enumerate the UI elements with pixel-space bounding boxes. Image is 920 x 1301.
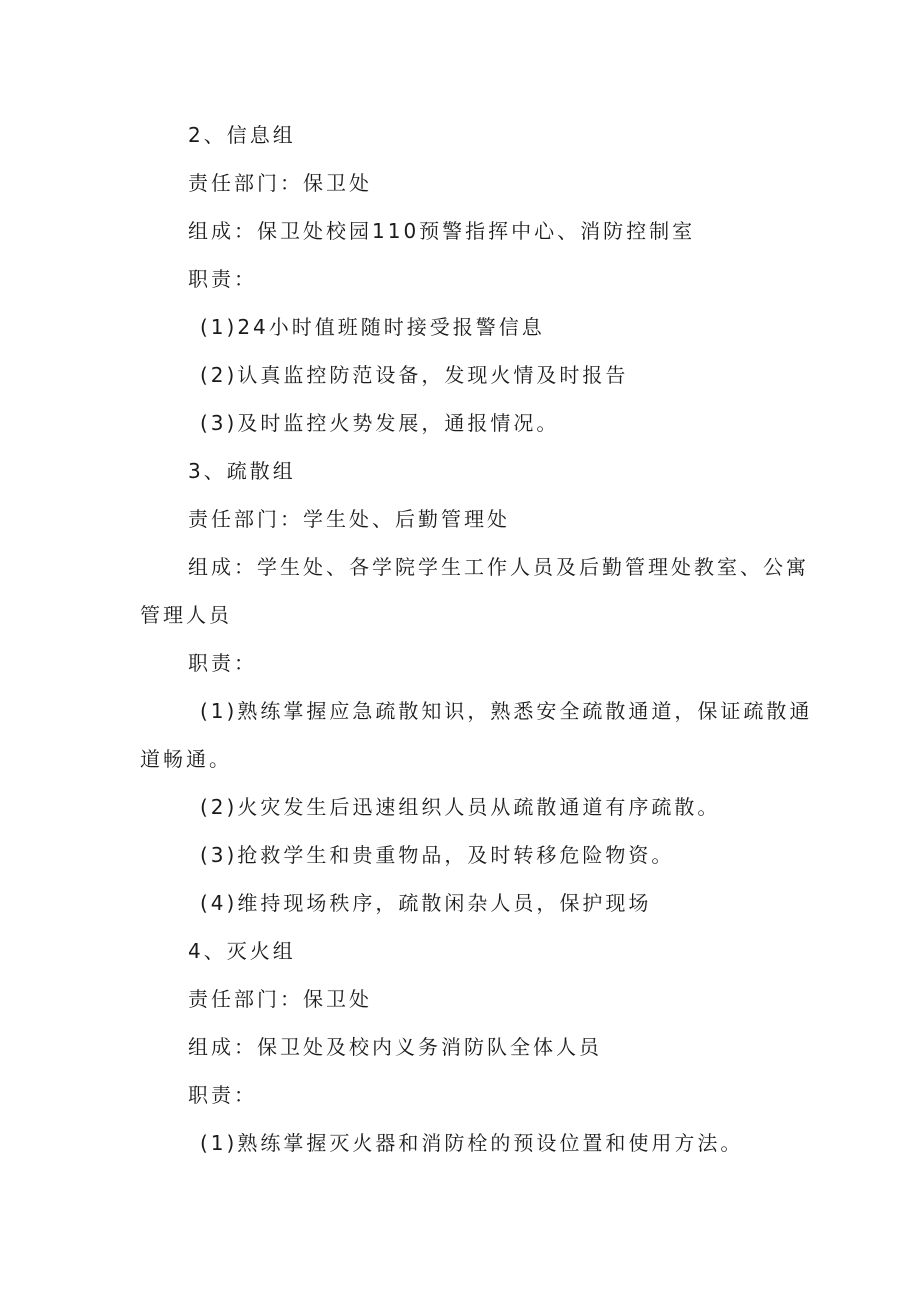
section-heading-info: 2、信息组: [188, 123, 296, 147]
evacuation-department: 责任部门：学生处、后勤管理处: [188, 507, 510, 531]
evacuation-duty-2: (2)火灾发生后迅速组织人员从疏散通道有序疏散。: [200, 795, 721, 819]
section-heading-firefighting: 4、灭火组: [188, 939, 296, 963]
section-heading-evacuation: 3、疏散组: [188, 459, 296, 483]
firefighting-composition: 组成：保卫处及校内义务消防队全体人员: [188, 1035, 602, 1059]
evacuation-duty-1-line1: (1)熟练掌握应急疏散知识，熟悉安全疏散通道，保证疏散通: [200, 699, 813, 723]
evacuation-duty-4: (4)维持现场秩序，疏散闲杂人员，保护现场: [200, 891, 652, 915]
info-duty-2: (2)认真监控防范设备，发现火情及时报告: [200, 363, 629, 387]
firefighting-department: 责任部门：保卫处: [188, 987, 372, 1011]
evacuation-duty-3: (3)抢救学生和贵重物品，及时转移危险物资。: [200, 843, 675, 867]
info-composition: 组成：保卫处校园110预警指挥中心、消防控制室: [188, 219, 696, 243]
evacuation-duty-1-line2: 道畅通。: [140, 747, 232, 771]
info-duties-label: 职责：: [188, 267, 257, 291]
info-duty-3: (3)及时监控火势发展，通报情况。: [200, 411, 560, 435]
firefighting-duty-1: (1)熟练掌握灭火器和消防栓的预设位置和使用方法。: [200, 1131, 744, 1155]
info-department: 责任部门：保卫处: [188, 171, 372, 195]
evacuation-duties-label: 职责：: [188, 651, 257, 675]
evacuation-composition-line1: 组成：学生处、各学院学生工作人员及后勤管理处教室、公寓: [188, 555, 809, 579]
evacuation-composition-line2: 管理人员: [140, 603, 232, 627]
info-duty-1: (1)24小时值班随时接受报警信息: [200, 315, 545, 339]
firefighting-duties-label: 职责：: [188, 1083, 257, 1107]
